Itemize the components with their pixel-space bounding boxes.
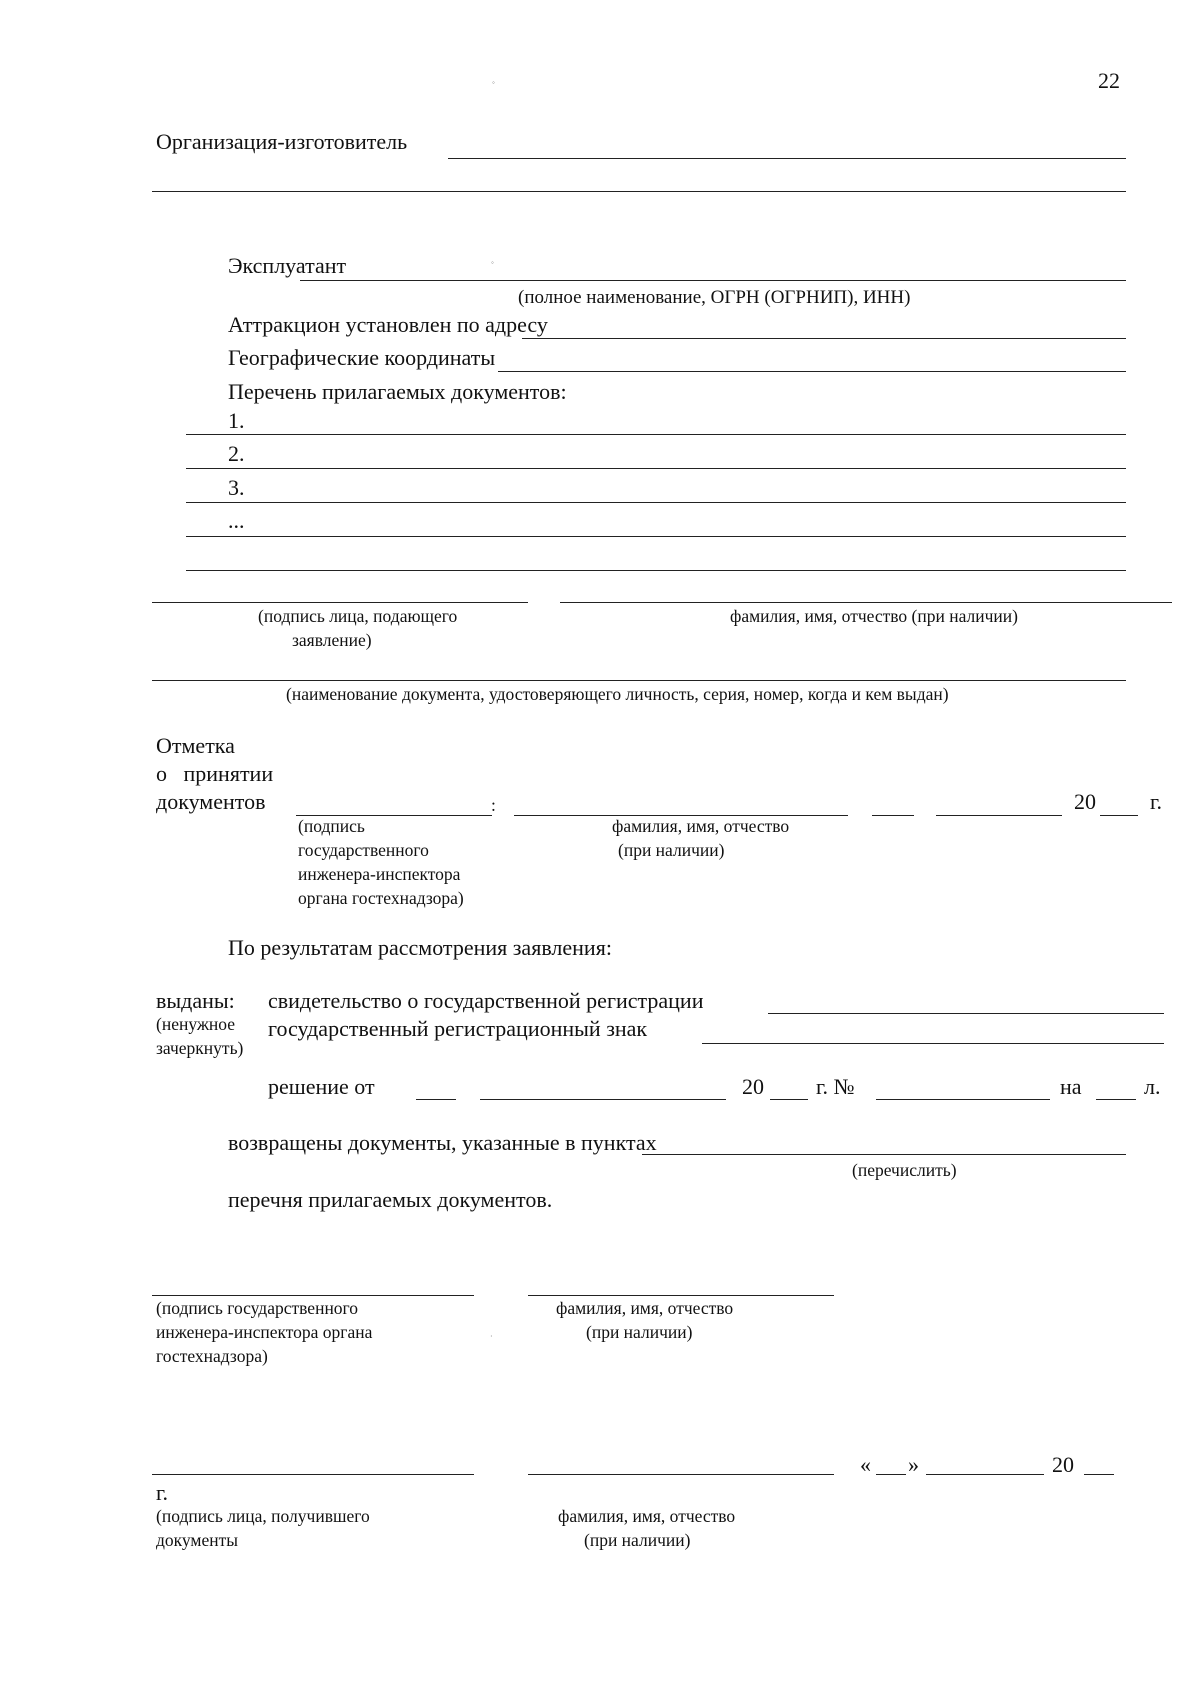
returned-docs-line[interactable]: [642, 1154, 1126, 1155]
decision-number-label: г. №: [816, 1074, 855, 1099]
results-heading: По результатам рассмотрения заявления:: [228, 935, 612, 960]
acceptance-mark-3: документов: [156, 789, 266, 814]
acceptance-year-line[interactable]: [1100, 815, 1138, 816]
receiver-sig-caption-1: (подпись лица, получившего: [156, 1506, 370, 1526]
returned-docs-tail: перечня прилагаемых документов.: [228, 1187, 553, 1212]
applicant-name-caption: фамилия, имя, отчество (при наличии): [730, 606, 1018, 626]
applicant-sig-caption-2: заявление): [292, 630, 372, 650]
acceptance-month-line[interactable]: [936, 815, 1062, 816]
acceptance-mark-2: о принятии: [156, 761, 274, 786]
receipt-year-suffix: г.: [156, 1480, 169, 1505]
acceptance-year-suffix: г.: [1150, 789, 1163, 814]
strike-note-1: (ненужное: [156, 1014, 236, 1034]
doc-item-ellipsis: ...: [228, 508, 245, 533]
colon-mark: :: [491, 795, 496, 815]
scan-speck: ◦: [492, 78, 495, 87]
inspector-fio-caption-1: фамилия, имя, отчество: [612, 816, 790, 836]
quote-open: «: [860, 1452, 871, 1477]
address-line[interactable]: [522, 338, 1126, 339]
decision-on: на: [1060, 1074, 1082, 1099]
inspector2-sig-caption-3: гостехнадзора): [156, 1346, 268, 1366]
doc-item-3: 3.: [228, 475, 245, 500]
doc-item-1: 1.: [228, 408, 245, 433]
acceptance-mark-1: Отметка: [156, 733, 235, 758]
docs-list-label: Перечень прилагаемых документов:: [228, 379, 567, 404]
id-document-caption: (наименование документа, удостоверяющего личность, серия, номер, когда и кем выдан): [286, 684, 949, 704]
doc-item-2-line[interactable]: [186, 468, 1126, 469]
receipt-year-line[interactable]: [1084, 1474, 1114, 1475]
sign-line[interactable]: [702, 1043, 1164, 1044]
receiver-name-line[interactable]: [528, 1474, 834, 1475]
inspector2-sig-caption-1: (подпись государственного: [156, 1298, 359, 1318]
manufacturer-label: Организация-изготовитель: [156, 129, 408, 154]
coords-line[interactable]: [498, 371, 1126, 372]
doc-item-2: 2.: [228, 441, 245, 466]
doc-item-1-line[interactable]: [186, 434, 1126, 435]
inspector-sig-caption-3: инженера-инспектора: [298, 864, 461, 884]
doc-item-5-line[interactable]: [186, 570, 1126, 571]
decision-sheets: л.: [1144, 1074, 1161, 1099]
doc-item-4-line[interactable]: [186, 536, 1126, 537]
enumerate-caption: (перечислить): [852, 1160, 957, 1180]
decision-from: решение от: [268, 1074, 375, 1099]
manufacturer-line-2[interactable]: [152, 191, 1126, 192]
operator-label: Эксплуатант: [228, 253, 347, 278]
receiver-sig-caption-2: документы: [156, 1530, 239, 1550]
inspector2-signature-line[interactable]: [152, 1295, 474, 1296]
decision-sheets-line[interactable]: [1096, 1099, 1136, 1100]
quote-close: »: [908, 1452, 919, 1477]
receipt-day-line[interactable]: [876, 1474, 906, 1475]
issued-certificate: свидетельство о государственной регистрации: [268, 988, 704, 1013]
inspector-fio-caption-2: (при наличии): [618, 840, 725, 860]
applicant-sig-caption-1: (подпись лица, подающего: [258, 606, 458, 626]
receiver-fio-caption-2: (при наличии): [584, 1530, 691, 1550]
coords-label: Географические координаты: [228, 345, 496, 370]
acceptance-year-prefix: 20: [1074, 789, 1096, 814]
acceptance-day-line[interactable]: [872, 815, 914, 816]
inspector-sig-caption-1: (подпись: [298, 816, 365, 836]
inspector2-fio-caption-2: (при наличии): [586, 1322, 693, 1342]
operator-caption: (полное наименование, ОГРН (ОГРНИП), ИНН): [518, 287, 911, 308]
strike-note-2: зачеркнуть): [156, 1038, 244, 1058]
manufacturer-line[interactable]: [448, 158, 1126, 159]
inspector2-name-line[interactable]: [528, 1295, 834, 1296]
id-document-line[interactable]: [152, 680, 1126, 681]
scan-speck: ·: [490, 1332, 493, 1341]
page-number: 22: [1098, 68, 1120, 93]
doc-item-3-line[interactable]: [186, 502, 1126, 503]
decision-day-line[interactable]: [416, 1099, 456, 1100]
inspector-sig-caption-2: государственного: [298, 840, 429, 860]
applicant-name-line[interactable]: [560, 602, 1172, 603]
issued-label: выданы:: [156, 988, 235, 1013]
scan-speck: ◦: [491, 258, 494, 267]
operator-line[interactable]: [300, 280, 1126, 281]
receiver-fio-caption-1: фамилия, имя, отчество: [558, 1506, 736, 1526]
certificate-line[interactable]: [768, 1013, 1164, 1014]
returned-docs-label: возвращены документы, указанные в пунктах: [228, 1130, 657, 1155]
applicant-signature-line[interactable]: [152, 602, 528, 603]
decision-year-line[interactable]: [770, 1099, 808, 1100]
issued-sign: государственный регистрационный знак: [268, 1016, 648, 1041]
inspector-sig-caption-4: органа гостехнадзора): [298, 888, 464, 908]
decision-number-line[interactable]: [876, 1099, 1050, 1100]
receipt-year-prefix: 20: [1052, 1452, 1074, 1477]
receipt-month-line[interactable]: [926, 1474, 1044, 1475]
decision-month-line[interactable]: [480, 1099, 726, 1100]
receiver-signature-line[interactable]: [152, 1474, 474, 1475]
address-label: Аттракцион установлен по адресу: [228, 312, 548, 337]
decision-year-prefix: 20: [742, 1074, 764, 1099]
inspector2-sig-caption-2: инженера-инспектора органа: [156, 1322, 373, 1342]
inspector2-fio-caption-1: фамилия, имя, отчество: [556, 1298, 734, 1318]
